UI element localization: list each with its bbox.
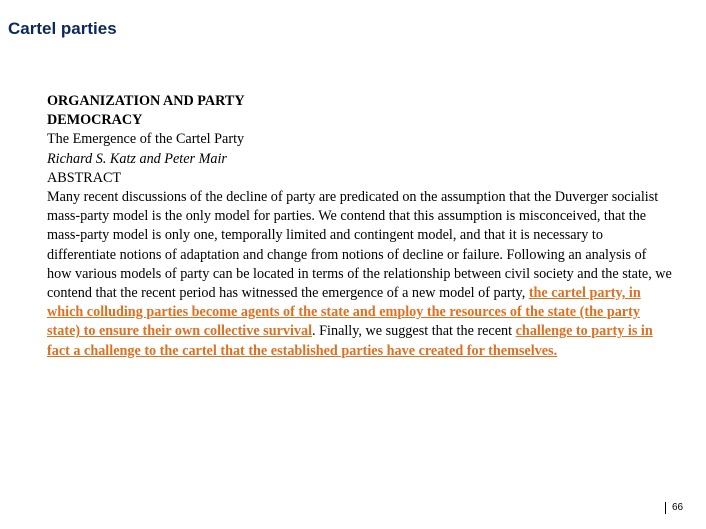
abstract-label: ABSTRACT xyxy=(47,169,122,186)
page-number: 66 xyxy=(665,502,683,514)
article-excerpt xyxy=(47,92,672,361)
slide-title: Cartel parties xyxy=(8,19,117,38)
abstract-highlight-cartel-party: the cartel party, in which colluding parties become agents of the state and employ the resources of the state (the party state) to ensure their own collective survival xyxy=(47,285,641,340)
article-heading-line2: DEMOCRACY xyxy=(47,112,143,129)
abstract-highlight-challenge: challenge to party is in fact a challenge to the cartel that the established parties have created for themselves xyxy=(47,323,653,359)
article-heading-line1: ORGANIZATION AND PARTY xyxy=(47,93,245,109)
abstract-text-part1: Many recent discussions of the decline of party are predicated on the assumption that the Duverger socialist mass-party model is the only model for parties. We contend that this assumption is misconceived, that the mass-party model is only one, temporally limited and contingent model, and that it is necessary to differentiate notions of adaptation and change from notions of decline or failure. Following an analysis of how various models of party can be located in terms of the relationship between civil society and the state, we contend that the recent period has witnessed the emergence of a new model of party, xyxy=(47,189,672,302)
abstract-body xyxy=(47,188,672,361)
article-subtitle: The Emergence of the Cartel Party xyxy=(47,131,245,148)
abstract-text-part3: . xyxy=(553,342,558,359)
abstract-text-part2: . Finally, we suggest that the recent xyxy=(312,323,516,340)
article-authors: Richard S. Katz and Peter Mair xyxy=(47,150,227,167)
